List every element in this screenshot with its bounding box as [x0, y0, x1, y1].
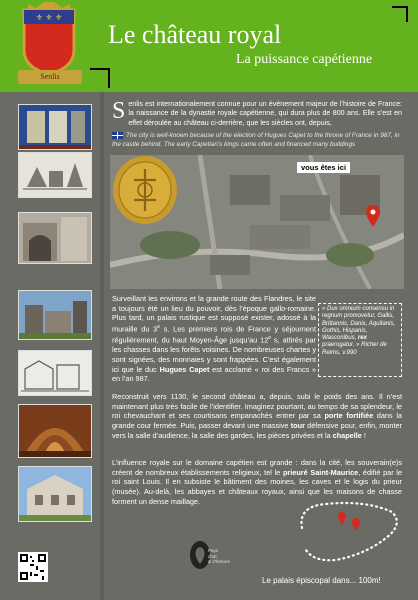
superscript: e	[157, 324, 160, 331]
page-title: Le château royal	[108, 20, 282, 49]
tour-highlight: tour	[290, 421, 305, 431]
page-subtitle: La puissance capétienne	[236, 52, 373, 67]
route-dotted-path	[296, 498, 406, 570]
museum-label-line2: d'art	[208, 553, 217, 559]
paragraph-history	[112, 294, 316, 384]
old-photo-icon	[18, 212, 92, 264]
paragraph-history-text-d: est acclamé « roi des Francs » en l’an 987.	[112, 364, 316, 384]
you-are-here-label: vous êtes ici	[297, 162, 350, 173]
paragraph-castle-text-c: défensive pour, enfin, monter vers la salle d’audience, la salle des gardes, les pièces privées et la	[112, 421, 402, 440]
paragraph-history-text-b: s. Les premiers rois de France y séjournent régulièrement, du haut Moyen-Âge jusqu’au 12	[112, 324, 316, 345]
chapelle-highlight: chapelle	[332, 430, 362, 440]
porte-fortifiee-highlight: porte fortifiée	[324, 411, 374, 421]
latin-quote-box	[318, 303, 402, 377]
prieure-highlight: prieuré Saint-Maurice	[282, 467, 359, 477]
museum-label-line1: Pays	[208, 548, 219, 553]
superscript: e	[268, 335, 272, 342]
ruins-icon	[18, 290, 92, 340]
stained-glass-icon	[18, 104, 92, 150]
paragraph-history-text-c: s, attirés par les chasses dans les forêts voisines. De nombreuses chartes y sont signées, des monnaies y sont frappées. C’est également ici que le duc	[112, 335, 316, 374]
quote-highlight: rex	[357, 335, 367, 342]
museum-label	[208, 548, 230, 565]
hugues-capet-highlight: Hugues Capet	[159, 364, 210, 374]
route-end-pin-icon	[352, 518, 360, 531]
museum-label-line3: & d'histoire	[208, 559, 231, 564]
image-column-divider	[100, 92, 104, 600]
paragraph-castle-text-d: !	[361, 430, 366, 440]
route-start-pin-icon	[338, 512, 346, 525]
english-text: The city is well-known because of the election of Hugues Capet to the throne of France in 987, in the castle behind. The early Capetian’s kings came often and financed many buildings	[112, 132, 400, 148]
crest-banner: Senlis	[18, 70, 82, 84]
corner-mark-top-right	[392, 6, 408, 22]
chapel-interior-icon	[18, 404, 92, 458]
quote-text: « Dux omnium consensu in regnum promovetur, Gallis, Brittannis, Danis, Aquitanis, Gothis, Hispanis, Wasconibus,	[322, 306, 396, 342]
coin-icon	[112, 155, 178, 225]
paragraph-history-text-a: Surveillant les environs et la grande route des Flandres, le site a toujours été un lieu du pouvoir, dès l’époque gallo-romaine. Plus tard, un palais rustique est supposé exister, adossé à la muraille du 3	[112, 294, 316, 334]
museum-building-icon	[18, 466, 92, 522]
quote-attribution: praerogatur. » Richer de Reims, v.990	[322, 342, 387, 356]
corner-mark-header	[90, 68, 110, 88]
intro-paragraph	[112, 100, 402, 128]
svg-text:⚜ ⚜ ⚜: ⚜ ⚜ ⚜	[35, 13, 63, 22]
qr-code-icon	[18, 552, 48, 582]
drop-cap: S	[112, 98, 126, 124]
location-pin-icon	[366, 205, 380, 227]
uk-flag-icon	[112, 132, 123, 139]
english-summary	[112, 132, 404, 149]
paragraph-influence-text-b: , édifié par le roi saint Louis. Il en subsiste le bâtiment des moines, les caves et le logis du prieur (musée). Au-delà, les abbayes et châteaux royaux, ainsi que les maisons de chasse forment un dense maillage.	[112, 467, 402, 506]
paragraph-influence-text-a: L’influence royale sur le domaine capétien est grande : dans la cité, les souverain(e)s créent de nombreux établissements religieux, tel le	[112, 458, 402, 477]
paragraph-castle-text-b: dans la grande cour fermée. Puis, passer devant une massive	[112, 411, 402, 431]
drawing-icon	[18, 350, 92, 396]
next-stop-label: Le palais épiscopal dans... 100m!	[262, 576, 381, 585]
paragraph-castle	[112, 392, 402, 441]
paragraph-castle-text-a: Reconstruit vers 1130, le second château a, depuis, subi le poids des ans. Il n’est maintenant plus très facile de l’identifier. Imaginez pourtant, au temps de sa splendeur, le roi chevauchant et ses courtisans empanachés entrer par sa	[112, 392, 402, 421]
engraving-icon	[18, 152, 92, 198]
intro-text: enlis est internationalement connue pour un événement majeur de l’histoire de France: la naissance de la dynastie royale capétienne, qui dura plus de 800 ans. Elle s’est en effet déroulée au château ci-derrière, que les siècles ont, depuis,	[128, 100, 402, 127]
